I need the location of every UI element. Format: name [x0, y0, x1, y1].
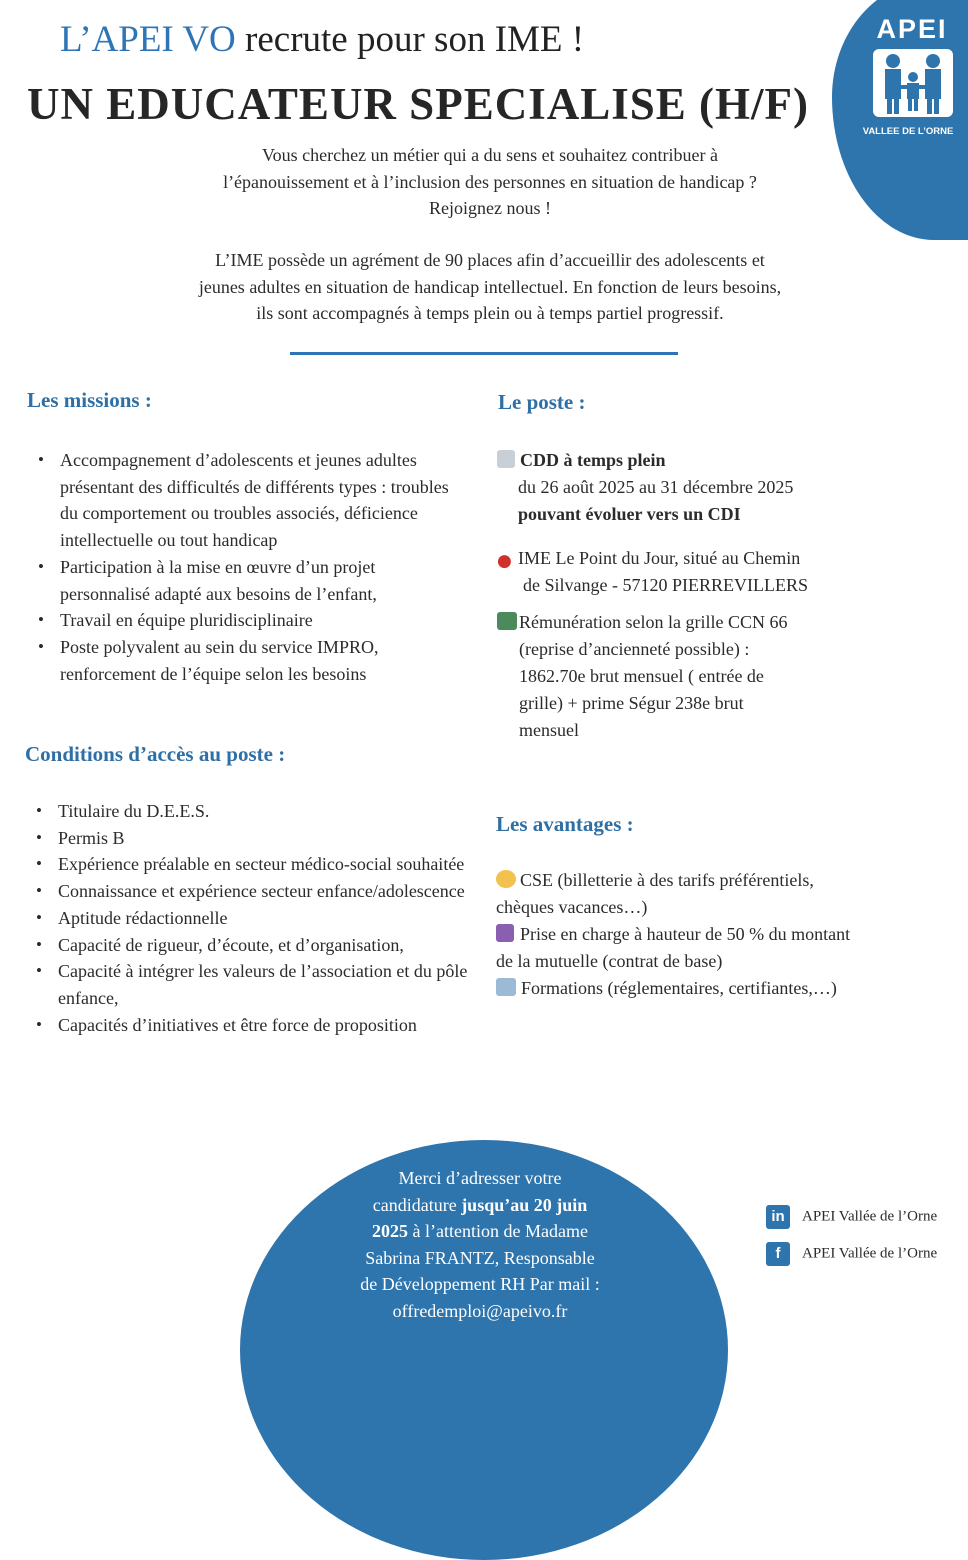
contract-block: [497, 447, 917, 528]
deadline: jusqu’au 20 juin: [461, 1194, 588, 1215]
facebook-label: APEI Vallée de l’Orne: [802, 1245, 938, 1262]
contract-type: CDD à temps plein: [520, 450, 666, 470]
logo-icon: [873, 49, 953, 117]
formation-line: Formations (réglementaires, certifiantes,…): [521, 978, 837, 998]
headline-rest: recrute pour son IME !: [235, 19, 585, 60]
salary-line: (reprise d’ancienneté possible) :: [519, 639, 750, 659]
avantages-heading: Les avantages :: [496, 812, 634, 836]
intro-line: l’épanouissement et à l’inclusion des personnes en situation de handicap ?: [223, 171, 757, 192]
mutuelle-line: Prise en charge à hauteur de 50 % du montant: [520, 924, 851, 944]
list-item: • Participation à la mise en œuvre d’un projet personnalisé adapté aux besoins de l’enfant,: [27, 554, 467, 607]
avantages-block: [496, 867, 936, 1002]
location-line: IME Le Point du Jour, situé au Chemin: [518, 548, 801, 568]
contract-evolution: pouvant évoluer vers un CDI: [518, 504, 741, 524]
salary-block: [497, 609, 897, 744]
contact-line: de Développement RH Par mail :: [360, 1274, 600, 1294]
location-block: [497, 545, 917, 599]
list-item: • Capacité de rigueur, d’écoute, et d’organisation,: [25, 932, 470, 959]
deadline-year: 2025: [372, 1221, 409, 1241]
headline-accent: L’APEI VO: [60, 19, 236, 60]
list-item: • Connaissance et expérience secteur enfance/adolescence: [25, 878, 470, 905]
contact-line: candidature: [372, 1194, 462, 1215]
intro-line: jeunes adultes en situation de handicap intellectuel. En fonction de leurs besoins,: [198, 276, 782, 297]
contract-dates: du 26 août 2025 au 31 décembre 2025: [518, 477, 794, 497]
missions-list: [27, 447, 467, 687]
cse-line: CSE (billetterie à des tarifs préférentiels,: [520, 870, 814, 890]
salary-line: 1862.70e brut mensuel ( entrée de: [519, 666, 764, 686]
list-item: • Aptitude rédactionnelle: [25, 905, 470, 932]
linkedin-label: APEI Vallée de l’Orne: [802, 1208, 938, 1225]
conditions-heading: Conditions d’accès au poste :: [25, 742, 286, 766]
handshake-icon: [496, 870, 516, 888]
list-item: • Travail en équipe pluridisciplinaire: [27, 607, 467, 634]
facebook-link[interactable]: [766, 1242, 937, 1266]
mutuelle-line: de la mutuelle (contrat de base): [496, 951, 723, 971]
money-icon: [497, 612, 517, 630]
contact-line: Merci d’adresser votre: [398, 1168, 562, 1188]
location-line: de Silvange - 57120 PIERREVILLERS: [523, 575, 808, 595]
list-item: • Capacités d’initiatives et être force de proposition: [25, 1012, 470, 1039]
section-divider: [290, 352, 678, 355]
list-item: • Capacité à intégrer les valeurs de l’association et du pôle enfance,: [25, 958, 470, 1011]
medical-icon: [496, 924, 514, 942]
contact-text: [316, 1165, 644, 1324]
list-item: • Poste polyvalent au sein du service IMPRO, renforcement de l’équipe selon les besoins: [27, 634, 467, 687]
intro-line: Vous cherchez un métier qui a du sens et souhaitez contribuer à: [261, 145, 718, 165]
intro-paragraph-2: [120, 247, 860, 327]
list-item: • Expérience préalable en secteur médico-social souhaitée: [25, 851, 470, 878]
pin-icon: ●: [497, 551, 512, 571]
linkedin-link[interactable]: [766, 1205, 937, 1229]
intro-line: Rejoignez nous !: [429, 198, 551, 218]
job-title: UN EDUCATEUR SPECIALISE (H/F): [27, 79, 810, 129]
intro-paragraph-1: [120, 142, 860, 222]
book-icon: [496, 978, 516, 996]
contact-line: Sabrina FRANTZ, Responsable: [365, 1247, 595, 1268]
facebook-icon: f: [766, 1242, 790, 1266]
salary-line: Rémunération selon la grille CCN 66: [519, 612, 788, 632]
logo-subtitle: VALLEE DE L’ORNE: [862, 126, 954, 137]
poste-heading: Le poste :: [498, 390, 586, 414]
list-item: • Accompagnement d’adolescents et jeunes adultes présentant des difficultés de différents types : troubles du comportement ou troubles associés, déficience intellectuelle ou tout handicap: [27, 447, 467, 554]
contact-line: à l’attention de Madame: [408, 1221, 588, 1241]
linkedin-icon: in: [766, 1205, 790, 1229]
salary-line: mensuel: [519, 720, 579, 740]
logo-name: APEI: [876, 14, 948, 44]
intro-line: L’IME possède un agrément de 90 places afin d’accueillir des adolescents et: [215, 250, 765, 270]
conditions-list: [25, 798, 470, 1038]
list-item: • Permis B: [25, 825, 470, 852]
headline: [60, 18, 584, 61]
intro-line: ils sont accompagnés à temps plein ou à temps partiel progressif.: [256, 303, 724, 323]
salary-line: grille) + prime Ségur 238e brut: [519, 693, 744, 713]
list-item: • Titulaire du D.E.E.S.: [25, 798, 470, 825]
cse-line: chèques vacances…): [496, 897, 648, 917]
missions-heading: Les missions :: [27, 388, 152, 412]
document-icon: [497, 450, 515, 468]
email-link[interactable]: offredemploi@apeivo.fr: [392, 1300, 568, 1321]
